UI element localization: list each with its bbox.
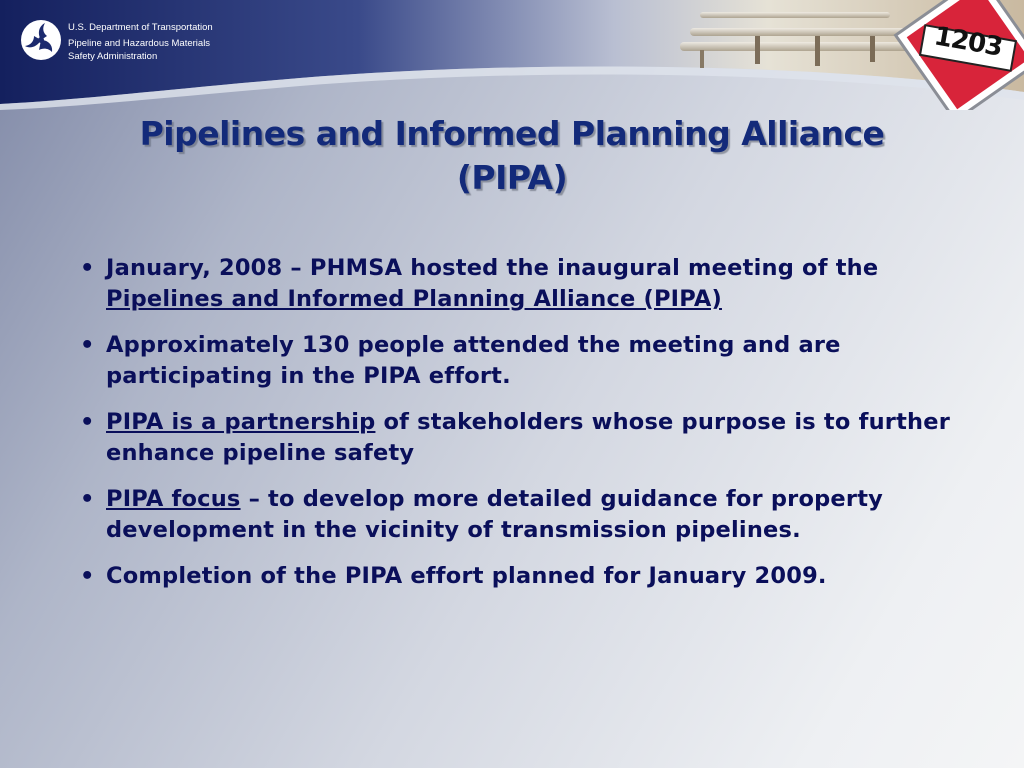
slide-title-line-1: Pipelines and Informed Planning Alliance xyxy=(139,114,885,153)
agency-name-block xyxy=(68,21,213,63)
agency-name-line-1: Pipeline and Hazardous Materials xyxy=(68,38,211,49)
department-name: U.S. Department of Transportation xyxy=(68,22,213,33)
bullet-item xyxy=(78,561,958,592)
header-banner xyxy=(0,0,1024,110)
bullet-dot-icon: • xyxy=(80,332,95,358)
bullet-text: Approximately 130 people attended the meeting and are participating in the PIPA effort. xyxy=(106,332,841,389)
bullet-dot-icon: • xyxy=(80,409,95,435)
slide-title-line-2: (PIPA) xyxy=(456,158,568,197)
bullet-dot-icon: • xyxy=(80,486,95,512)
hazmat-placard-number: 1203 xyxy=(931,21,1005,63)
bullet-list xyxy=(78,253,958,607)
bullet-item xyxy=(78,484,958,546)
bullet-text: January, 2008 – PHMSA hosted the inaugural meeting of the xyxy=(106,255,879,281)
bullet-item xyxy=(78,253,958,315)
bullet-dot-icon: • xyxy=(80,563,95,589)
pipa-focus-link[interactable]: PIPA focus xyxy=(106,486,241,512)
bullet-text: of stakeholders whose purpose is to further enhance pipeline safety xyxy=(106,409,951,466)
slide-title xyxy=(60,112,964,200)
bullet-item xyxy=(78,330,958,392)
agency-name-line-2: Safety Administration xyxy=(68,50,158,62)
pipa-link[interactable]: Pipelines and Informed Planning Alliance (PIPA) xyxy=(106,286,722,312)
bullet-text: Completion of the PIPA effort planned for January 2009. xyxy=(106,563,827,589)
bullet-dot-icon: • xyxy=(80,255,95,281)
dot-triskelion-icon xyxy=(20,19,62,61)
bullet-item xyxy=(78,407,958,469)
pipa-partnership-link[interactable]: PIPA is a partnership xyxy=(106,409,376,435)
bullet-text: – to develop more detailed guidance for property development in the vicinity of transmission pipelines. xyxy=(106,486,884,543)
